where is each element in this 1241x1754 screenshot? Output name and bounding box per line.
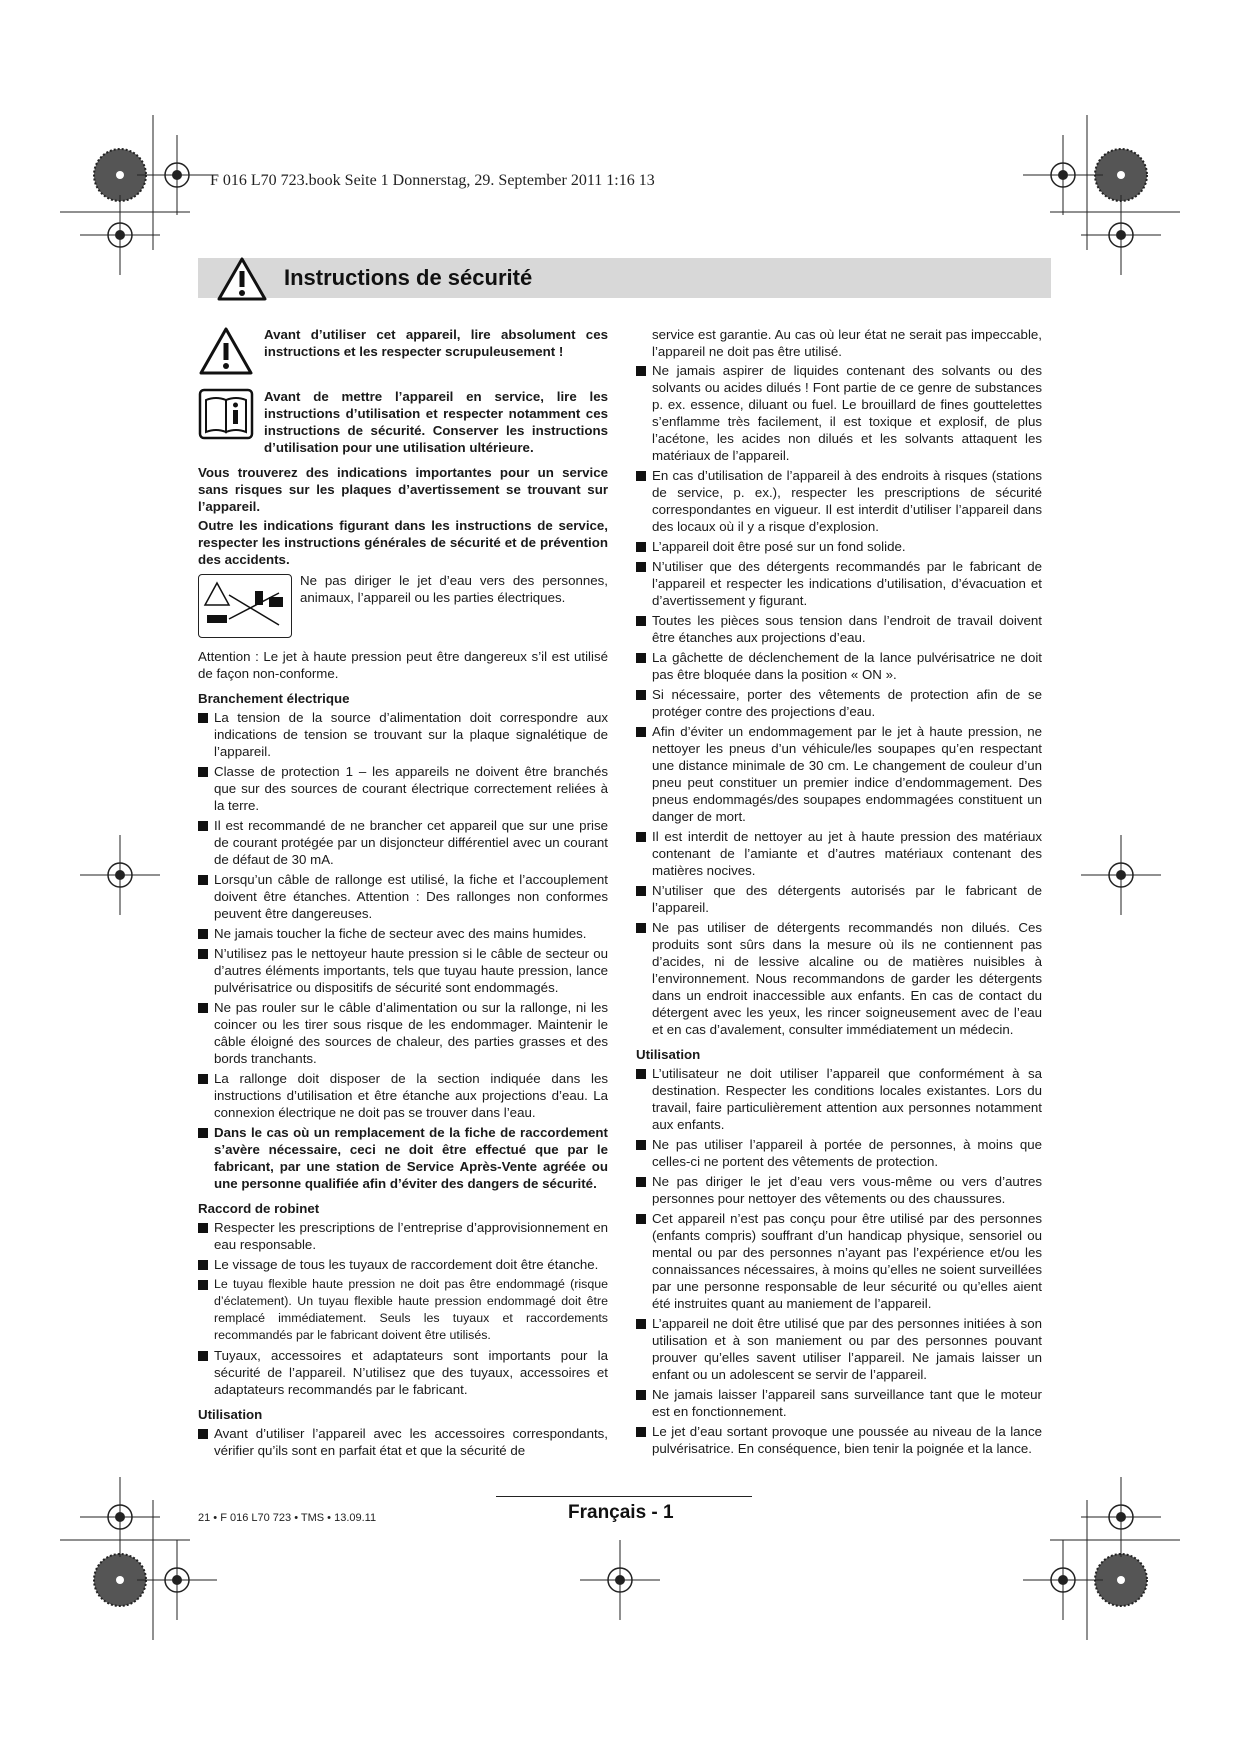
list-item: Cet appareil n’est pas conçu pour être utilisé par des personnes (enfants compris) souffrant d’un handicap physique, sensoriel ou mental ou par des personnes n’ayant pas l’expérience et/ou les connaissances nécessaires, à moins qu’elles ne soient surveillées par une personne responsable de leur sécurité ou qu’elles aient été instruites quant au maniement de l’appareil. xyxy=(636,1210,1042,1312)
raccord-list xyxy=(198,1219,608,1398)
utilisation-list-left xyxy=(198,1425,608,1459)
list-item: Le tuyau flexible haute pression ne doit pas être endommagé (risque d’éclatement). Un tuyau flexible haute pression endommagé doit être remplacé immédiatement. Seuls les tuyaux et raccordements recommandés par le fabricant doivent être utilisés. xyxy=(198,1276,608,1344)
list-item: L’appareil doit être posé sur un fond solide. xyxy=(636,538,1042,555)
jet-text: Ne pas diriger le jet d’eau vers des personnes, animaux, l’appareil ou les parties électriques. xyxy=(300,573,608,605)
list-item: Ne pas utiliser de détergents recommandés non dilués. Ces produits sont sûrs dans la mesure où ils ne contiennent pas d’acides, ni de lessive alcaline ou de matières nuisibles à l’environnement. Nous recommandons de garder les détergents dans un endroit inaccessible aux enfants. En cas de contact du détergent avec les yeux, les rincer soigneusement avec de l’eau et en cas d’avalement, consulter immédiatement un médecin. xyxy=(636,919,1042,1038)
list-item: Afin d’éviter un endommagement par le jet à haute pression, ne nettoyer les pneus d’un véhicule/les soupapes qu’en respectant une distance minimale de 30 cm. Le changement de couleur d’un pneu peut constituer un premier indice d’endommagement. Des pneus endommagés/des soupapes endommagées constituent un danger de mort. xyxy=(636,723,1042,825)
bold-paragraph-2: Outre les indications figurant dans les instructions de service, respecter les instructions générales de sécurité et de prévention des accidents. xyxy=(198,518,608,567)
list-item: Dans le cas où un remplacement de la fiche de raccordement s’avère nécessaire, ceci ne doit être effectué que par le fabricant, par une station de Service Après-Vente agréée ou une personne qualifiée afin d’éviter des dangers de sécurité. xyxy=(198,1124,608,1192)
read-manual-icon xyxy=(198,388,254,440)
list-item: Toutes les pièces sous tension dans l’endroit de travail doivent être étanches aux projections d’eau. xyxy=(636,612,1042,646)
page-number: Français - 1 xyxy=(568,1502,674,1523)
list-item: Ne pas utiliser l’appareil à portée de personnes, à moins que celles-ci ne portent des vêtements de protection. xyxy=(636,1136,1042,1170)
warning-triangle-icon xyxy=(216,256,268,302)
list-item: La rallonge doit disposer de la section indiquée dans les instructions d’utilisation et être étanche aux projections d’eau. La connexion électrique ne doit pas se trouver dans l’eau. xyxy=(198,1070,608,1121)
jet-notice xyxy=(198,572,608,642)
list-item: La tension de la source d’alimentation doit correspondre aux indications de tension se trouvant sur la plaque signalétique de l’appareil. xyxy=(198,709,608,760)
heading-utilisation-left: Utilisation xyxy=(198,1407,263,1422)
list-item: N’utiliser que des détergents recommandés par le fabricant de l’appareil et respecter les indications d’utilisation, d’évacuation et d’avertissement y figurant. xyxy=(636,558,1042,609)
list-item: Si nécessaire, porter des vêtements de protection afin de se protéger contre des projections d’eau. xyxy=(636,686,1042,720)
list-item: L’utilisateur ne doit utiliser l’appareil que conformément à sa destination. Respecter les conditions locales existantes. Lors du travail, faire particulièrement attention aux personnes notamment aux enfants. xyxy=(636,1065,1042,1133)
list-item: Ne jamais laisser l’appareil sans surveillance tant que le moteur est en fonctionnement. xyxy=(636,1386,1042,1420)
list-item: Lorsqu’un câble de rallonge est utilisé, la fiche et l’accouplement doivent être étanches. Attention : Des rallonges non conformes peuvent être dangereuses. xyxy=(198,871,608,922)
left-column xyxy=(198,326,608,1462)
list-item: Ne jamais aspirer de liquides contenant des solvants ou des solvants ou acides dilués ! Font partie de ce genre de substances p. ex. essence, diluant ou fuel. Le brouillard de fines gouttelettes s’enflamme très facilement, il est toxique et explosif, de plus l’acétone, les acides non dilués et les solvants attaquent les matériaux de l’appareil. xyxy=(636,362,1042,464)
list-item: Il est interdit de nettoyer au jet à haute pression des matériaux contenant de l’amiante et d’autres matériaux contenant des matières nocives. xyxy=(636,828,1042,879)
list-item: N’utilisez pas le nettoyeur haute pression si le câble de secteur ou d’autres éléments importants, tels que tuyau haute pression, lance pulvérisatrice ou dispositifs de sécurité sont endommagés. xyxy=(198,945,608,996)
page-title: Instructions de sécurité xyxy=(284,265,533,290)
list-item: En cas d’utilisation de l’appareil à des endroits à risques (stations de service, p. ex.), respecter les prescriptions de sécurité correspondantes en vigueur. Il est interdit d’utiliser l’appareil dans des locaux où il y a risque d’explosion. xyxy=(636,467,1042,535)
list-item: Ne pas diriger le jet d’eau vers vous-même ou vers d’autres personnes pour nettoyer des vêtements ou des chaussures. xyxy=(636,1173,1042,1207)
list-item: Avant d’utiliser l’appareil avec les accessoires correspondants, vérifier qu’ils sont en parfait état et que la sécurité de xyxy=(198,1425,608,1459)
utilisation-list-right xyxy=(636,1065,1042,1457)
branchement-list xyxy=(198,709,608,1192)
continuation-text: service est garantie. Au cas où leur état ne serait pas impeccable, l’appareil ne doit pas être utilisé. xyxy=(652,327,1042,359)
list-item: Respecter les prescriptions de l’entreprise d’approvisionnement en eau responsable. xyxy=(198,1219,608,1253)
attention-text: Attention : Le jet à haute pression peut être dangereux s’il est utilisé de façon non-conforme. xyxy=(198,649,608,681)
heading-utilisation-right: Utilisation xyxy=(636,1047,701,1062)
list-item: Ne pas rouler sur le câble d’alimentation ou sur la rallonge, ni les coincer ou les tirer sous risque de les endommager. Maintenir le câble éloigné des sources de chaleur, des parties grasses et des bords tranchants. xyxy=(198,999,608,1067)
list-item: Ne jamais toucher la fiche de secteur avec des mains humides. xyxy=(198,925,608,942)
heading-branchement: Branchement électrique xyxy=(198,691,350,706)
list-item: Le vissage de tous les tuyaux de raccordement doit être étanche. xyxy=(198,1256,608,1273)
safety-list xyxy=(636,362,1042,1038)
list-item: Classe de protection 1 – les appareils ne doivent être branchés que sur des sources de courant électrique correctement reliées à la terre. xyxy=(198,763,608,814)
right-column xyxy=(636,326,1042,1460)
print-header: F 016 L70 723.book Seite 1 Donnerstag, 29. September 2011 1:16 13 xyxy=(210,172,655,189)
footer-divider xyxy=(496,1496,752,1497)
footer-code: 21 • F 016 L70 723 • TMS • 13.09.11 xyxy=(198,1512,377,1524)
warning-triangle-icon xyxy=(198,326,254,376)
list-item: Tuyaux, accessoires et adaptateurs sont importants pour la sécurité de l’appareil. N’utilisez que des tuyaux, accessoires et adaptateurs recommandés par le fabricant. xyxy=(198,1347,608,1398)
manual-notice xyxy=(198,388,608,456)
warning-text: Avant d’utiliser cet appareil, lire absolument ces instructions et les respecter scrupuleusement ! xyxy=(264,327,608,359)
list-item: Le jet d’eau sortant provoque une poussée au niveau de la lance pulvérisatrice. En conséquence, bien tenir la poignée et la lance. xyxy=(636,1423,1042,1457)
bold-paragraph-1: Vous trouverez des indications importantes pour un service sans risques sur les plaques d’avertissement se trouvant sur l’appareil. xyxy=(198,465,608,514)
manual-text: Avant de mettre l’appareil en service, lire les instructions d’utilisation et respecter notamment ces instructions de sécurité. Conserver les instructions d’utilisation pour une utilisation ultérieure. xyxy=(264,389,608,455)
list-item: Il est recommandé de ne brancher cet appareil que sur une prise de courant protégée par un disjoncteur différentiel avec un courant de défaut de 30 mA. xyxy=(198,817,608,868)
heading-raccord: Raccord de robinet xyxy=(198,1201,320,1216)
list-item: L’appareil ne doit être utilisé que par des personnes initiées à son utilisation et à son maniement ou par des personnes pouvant prouver qu’elles savent utiliser l’appareil. Ne jamais laisser un enfant ou un adolescent se servir de l’appareil. xyxy=(636,1315,1042,1383)
jet-warning-sign-icon xyxy=(198,574,292,638)
list-item: La gâchette de déclenchement de la lance pulvérisatrice ne doit pas être bloquée dans la position « ON ». xyxy=(636,649,1042,683)
warning-notice xyxy=(198,326,608,380)
title-bar xyxy=(198,258,1051,298)
list-item: N’utiliser que des détergents autorisés par le fabricant de l’appareil. xyxy=(636,882,1042,916)
